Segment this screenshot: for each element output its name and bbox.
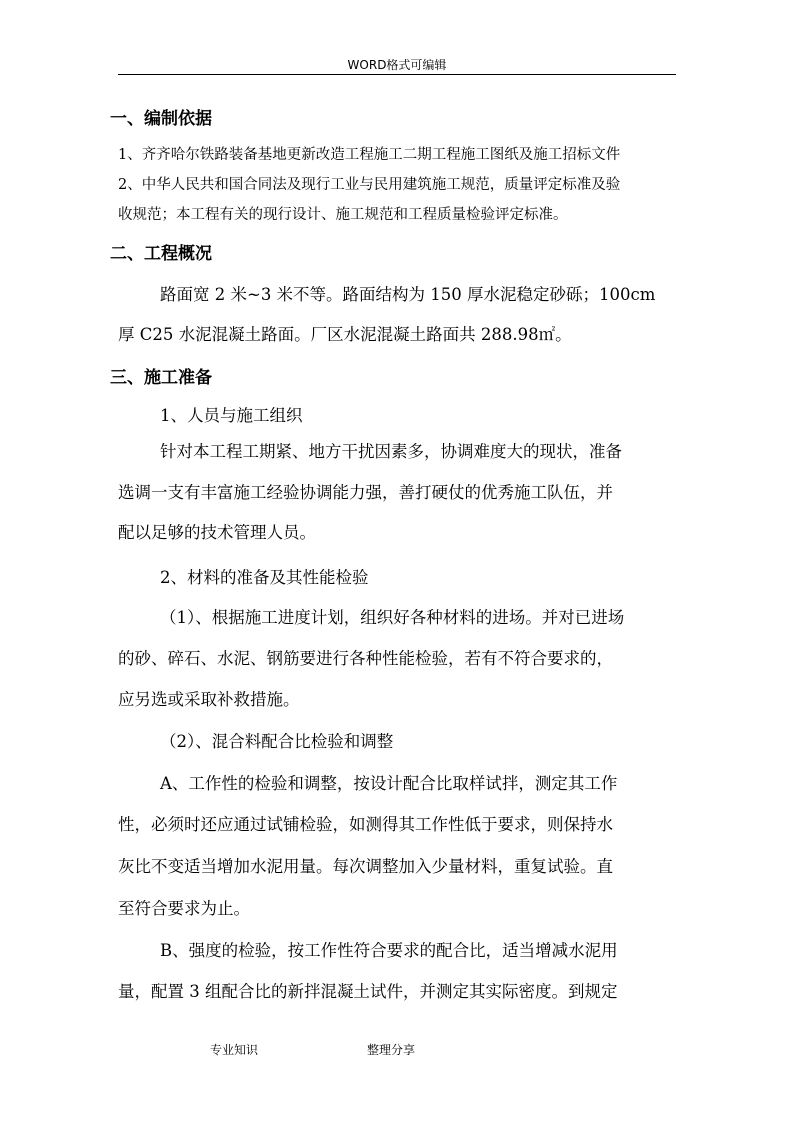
section-title-overview: 二、工程概况 [110,244,212,264]
overview-paragraph-line-2: 厚 C25 水泥混凝土路面。厂区水泥混凝土路面共 288.98㎡。 [118,325,572,344]
footer-left-text: 专业知识 [210,1043,259,1057]
basis-item-1: 1、齐齐哈尔铁路装备基地更新改造工程施工二期工程施工图纸及施工招标文件 [118,147,621,163]
materials-paragraph-line-3: 应另选或采取补救措施。 [118,690,300,709]
header-divider [118,74,676,75]
section-title-basis: 一、编制依据 [110,109,212,129]
basis-item-2-line-2: 收规范；本工程有关的现行设计、施工规范和工程质量检验评定标准。 [118,207,568,223]
footer-right-text: 整理分享 [367,1043,416,1057]
workability-paragraph-line-2: 性，必须时还应通过试铺检验，如测得其工作性低于要求，则保持水 [118,815,613,834]
personnel-paragraph-line-1: 针对本工程工期紧、地方干扰因素多，协调难度大的现状，准备 [160,442,622,461]
materials-paragraph-line-1: （1）、根据施工进度计划，组织好各种材料的进场。并对已进场 [160,608,625,627]
subsection-materials: 2、材料的准备及其性能检验 [160,568,369,587]
materials-paragraph-line-2: 的砂、碎石、水泥、钢筋要进行各种性能检验，若有不符合要求的， [118,649,613,668]
strength-paragraph-line-1: B、强度的检验，按工作性符合要求的配合比，适当增减水泥用 [160,941,618,960]
subsection-personnel: 1、人员与施工组织 [160,406,303,425]
subsection-mix-ratio: （2）、混合料配合比检验和调整 [160,732,394,751]
strength-paragraph-line-2: 量，配置 3 组配合比的新拌混凝土试件，并测定其实际密度。到规定 [118,982,618,1001]
basis-item-2-line-1: 2、中华人民共和国合同法及现行工业与民用建筑施工规范，质量评定标准及验 [118,177,621,193]
overview-paragraph-line-1: 路面宽 2 米~3 米不等。路面结构为 150 厚水泥稳定砂砾；100cm [160,285,656,304]
personnel-paragraph-line-3: 配以足够的技术管理人员。 [118,523,316,542]
section-title-preparation: 三、施工准备 [110,368,212,388]
workability-paragraph-line-4: 至符合要求为止。 [118,899,250,918]
page-header: WORD格式可编辑 [347,58,447,72]
personnel-paragraph-line-2: 选调一支有丰富施工经验协调能力强，善打硬仗的优秀施工队伍，并 [118,483,613,502]
workability-paragraph-line-1: A、工作性的检验和调整，按设计配合比取样试拌，测定其工作 [160,774,618,793]
workability-paragraph-line-3: 灰比不变适当增加水泥用量。每次调整加入少量材料，重复试验。直 [118,857,613,876]
